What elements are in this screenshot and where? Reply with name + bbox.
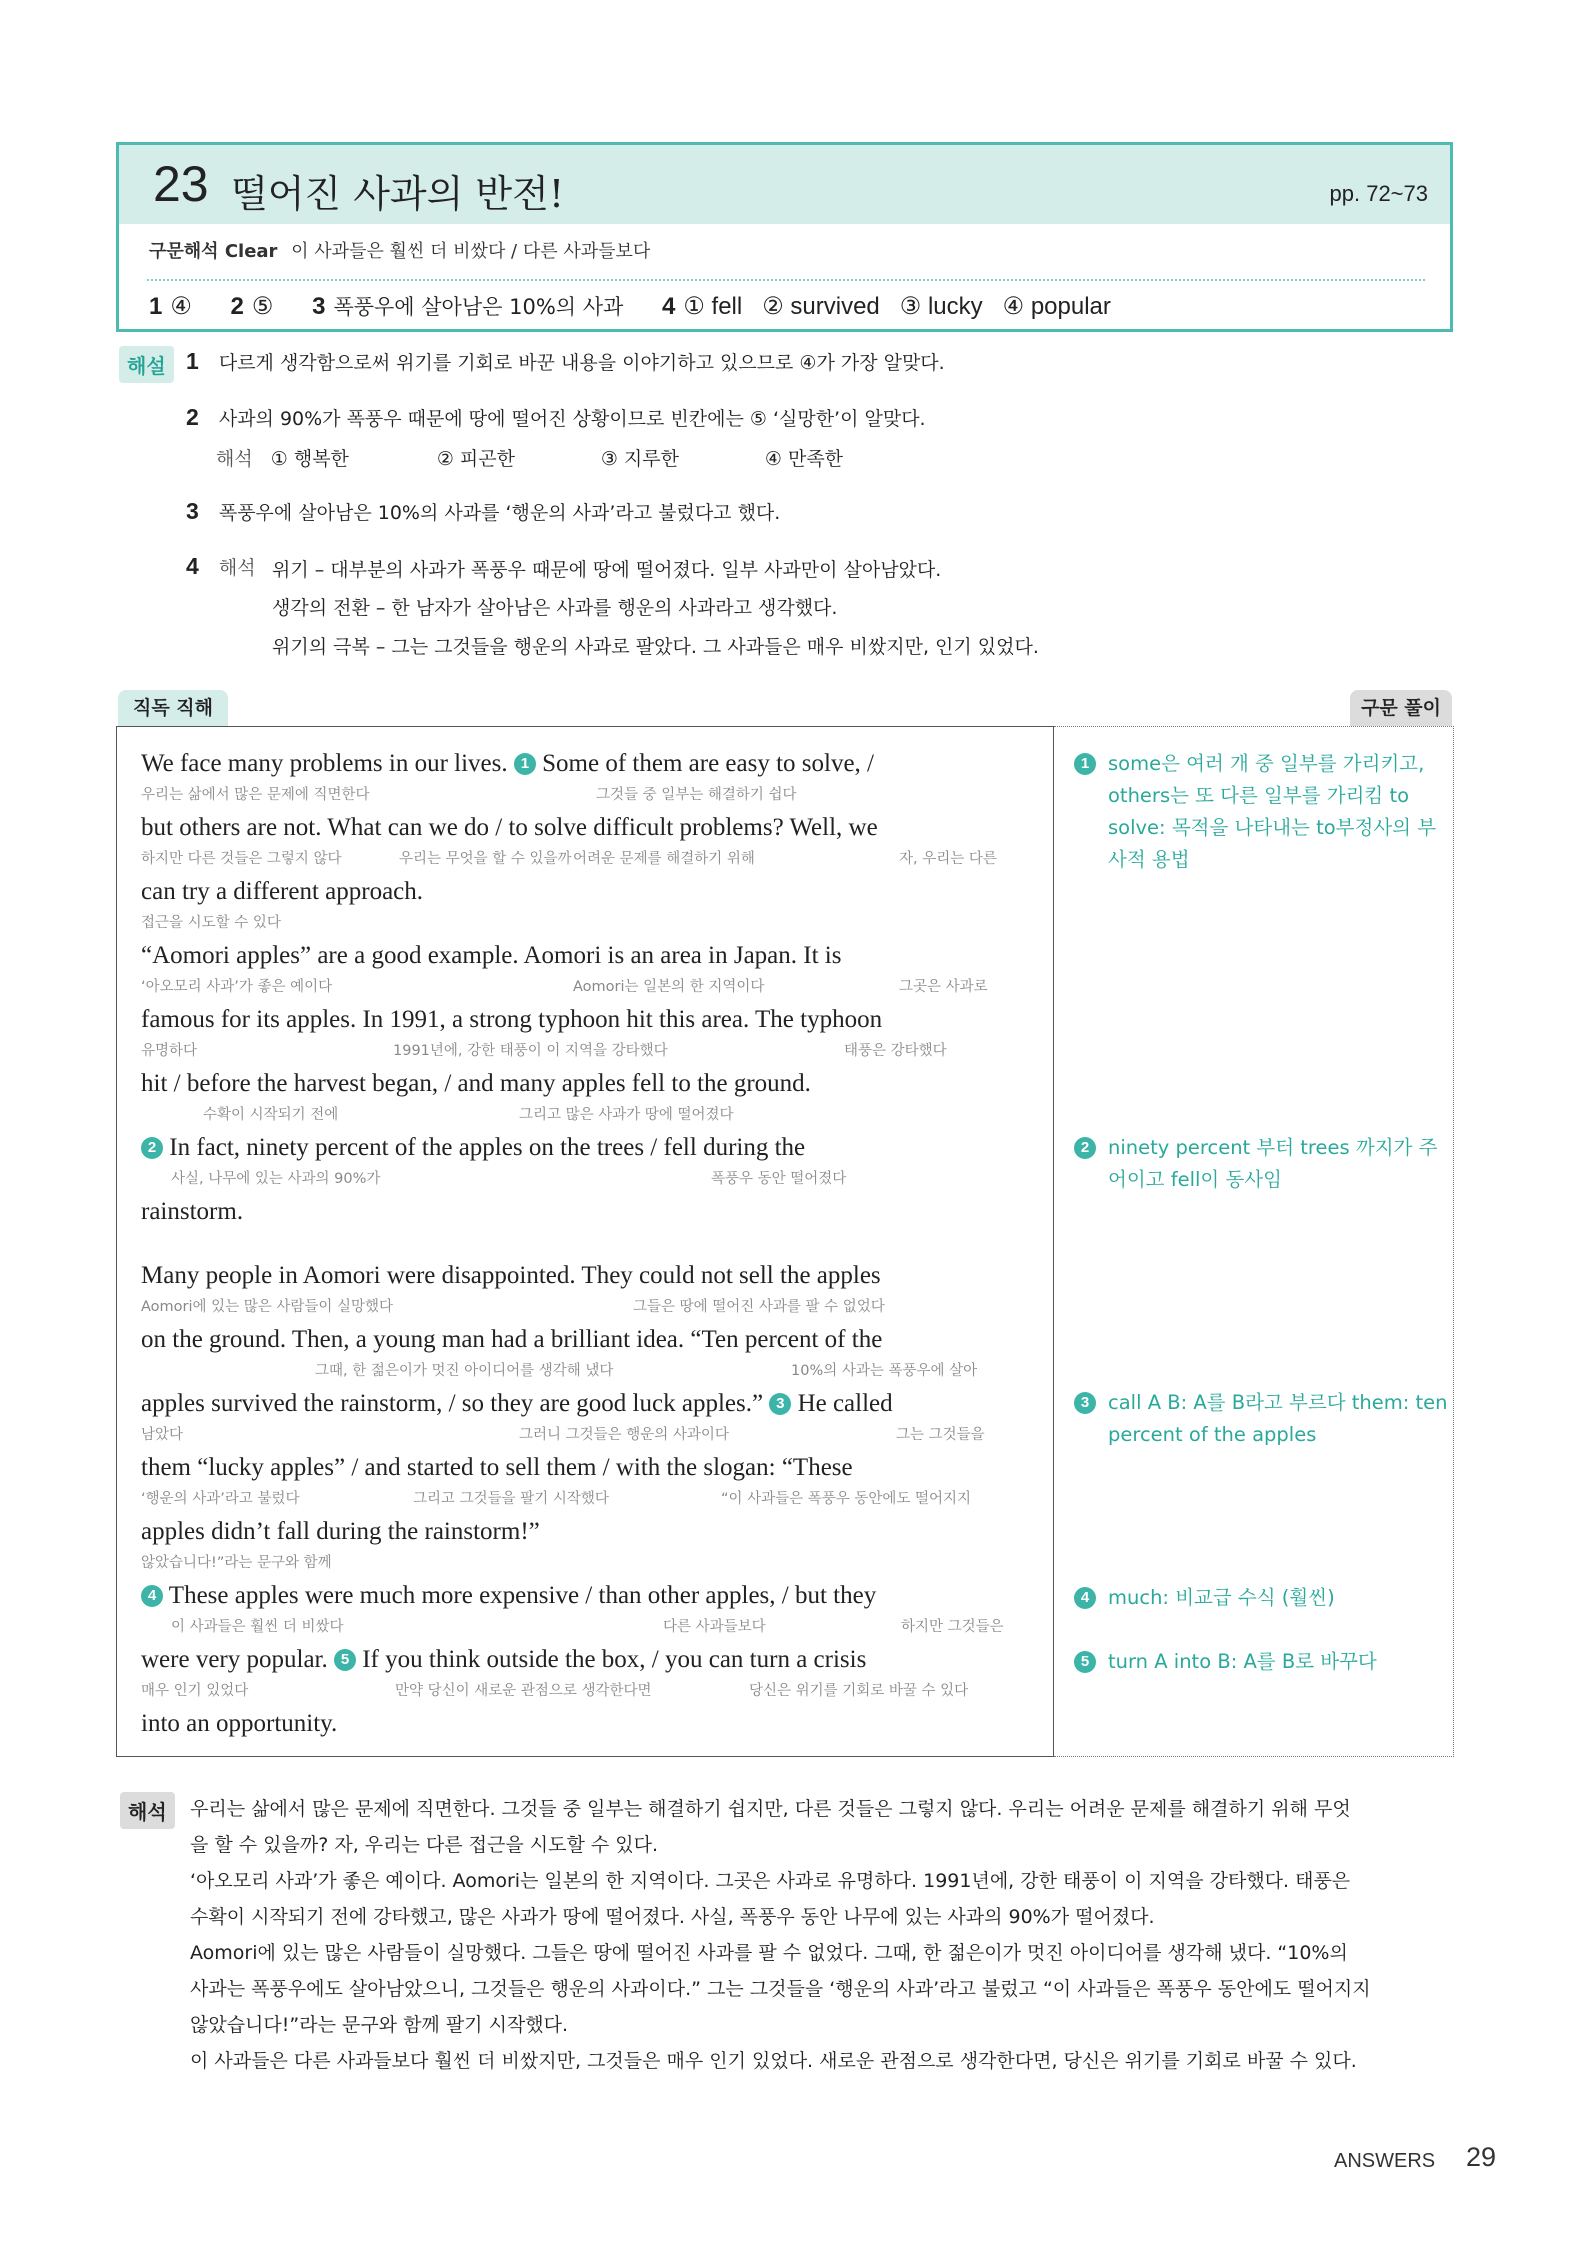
line-gloss: 접근을 시도할 수 있다: [141, 915, 281, 931]
reading-tab: [118, 690, 228, 726]
note-text: turn A into B: A를 B로 바꾸다: [1108, 1650, 1377, 1673]
question-number: 3: [186, 498, 199, 524]
reading-tab-label: 직독 직해: [132, 697, 214, 719]
q4-line: 생각의 전환 – 한 남자가 살아남은 사과를 행운의 사과라고 생각했다.: [272, 597, 838, 619]
line-gloss: Aomori는 일본의 한 지역이다: [573, 979, 765, 995]
question-text: 사과의 90%가 폭풍우 때문에 땅에 떨어진 상황이므로 빈칸에는 ⑤ ‘실망한’이 알맞다.: [218, 408, 926, 430]
passage-line: Many people in Aomori were disappointed. They could not sell the apples: [141, 1262, 881, 1289]
answer-text: ⑤: [251, 293, 274, 320]
line-gloss: 남았다: [141, 1427, 184, 1443]
passage-line: were very popular. 5 If you think outside the box, / you can turn a crisis: [141, 1646, 867, 1673]
line-gloss: 그때, 한 젊은이가 멋진 아이디어를 생각해 냈다: [315, 1363, 614, 1379]
translation-line: ‘아오모리 사과’가 좋은 예이다. Aomori는 일본의 한 지역이다. 그곳은 사과로 유명하다. 1991년에, 강한 태풍이 이 지역을 강타했다. 태풍은: [190, 1870, 1351, 1892]
passage-line: but others are not. What can we do / to solve difficult problems? Well, we: [141, 814, 878, 841]
passage-line: can try a different approach.: [141, 878, 424, 905]
question-3-explanation: [186, 498, 780, 525]
line-gloss: 않았습니다!”라는 문구와 함께: [141, 1555, 332, 1571]
line-gloss: 그리고 많은 사과가 땅에 떨어졌다: [519, 1107, 734, 1123]
passage-line: apples survived the rainstorm, / so they are good luck apples.” 3 He called: [141, 1390, 893, 1417]
line-gloss: 그들은 땅에 떨어진 사과를 팔 수 없었다: [633, 1299, 885, 1315]
line-gloss: 그러니 그것들은 행운의 사과이다: [519, 1427, 729, 1443]
note-marker: 2: [1074, 1137, 1096, 1159]
translation-badge: 해석: [120, 1792, 175, 1829]
note-marker: 1: [1074, 753, 1096, 775]
answer-num: 3: [312, 293, 326, 320]
passage-line: famous for its apples. In 1991, a strong typhoon hit this area. The typhoon: [141, 1006, 883, 1033]
line-gloss: 사실, 나무에 있는 사과의 90%가: [171, 1171, 381, 1187]
note-text: ninety percent 부터 trees 까지가 주어이고 fell이 동사임: [1108, 1136, 1438, 1191]
passage-line: 2 In fact, ninety percent of the apples on the trees / fell during the: [141, 1134, 805, 1162]
question-text: 폭풍우에 살아남은 10%의 사과를 ‘행운의 사과’라고 불렀다고 했다.: [218, 502, 781, 524]
note-item: [1080, 1646, 1448, 1678]
option: ④ 만족한: [764, 448, 844, 470]
notes-tab: [1350, 690, 1452, 726]
passage-line: “Aomori apples” are a good example. Aomori is an area in Japan. It is: [141, 942, 842, 969]
note-text: much: 비교급 수식 (훨씬): [1108, 1586, 1335, 1609]
title-bar: [119, 145, 1450, 224]
unit-header: [116, 142, 1453, 332]
passage-line: on the ground. Then, a young man had a brilliant idea. “Ten percent of the: [141, 1326, 883, 1353]
option: ③ 지루한: [600, 448, 679, 470]
note-marker: 5: [1074, 1651, 1096, 1673]
question-number: 1: [186, 348, 199, 374]
line-gloss: 그것들 중 일부는 해결하기 쉽다: [596, 787, 797, 803]
sentence-marker: 2: [141, 1137, 163, 1159]
q4-line: 위기 – 대부분의 사과가 폭풍우 때문에 땅에 떨어졌다. 일부 사과만이 살아남았다.: [272, 559, 942, 581]
line-gloss: 다른 사과들보다: [663, 1619, 766, 1635]
line-gloss: 만약 당신이 새로운 관점으로 생각한다면: [395, 1683, 652, 1699]
sentence-marker: 1: [514, 753, 536, 775]
question-number: 4: [186, 553, 199, 579]
line-gloss: 10%의 사과는 폭풍우에 살아: [791, 1363, 978, 1379]
page-number: 29: [1466, 2142, 1497, 2172]
clear-text: 이 사과들은 훨씬 더 비쌌다 / 다른 사과들보다: [291, 241, 651, 262]
note-text: some은 여러 개 중 일부를 가리키고, others는 또 다른 일부를 가리킴 to solve: 목적을 나타내는 to부정사의 부사적 용법: [1108, 752, 1437, 871]
answer-num: 4: [661, 293, 676, 320]
footer-label: ANSWERS: [1334, 2150, 1436, 2172]
passage-line: them “lucky apples” / and started to sell them / with the slogan: “These: [141, 1454, 853, 1481]
q4-line: 위기의 극복 – 그는 그것들을 행운의 사과로 팔았다. 그 사과들은 매우 비쌌지만, 인기 있었다.: [272, 636, 1039, 658]
passage-line: apples didn’t fall during the rainstorm!”: [141, 1518, 540, 1545]
answer-key: [149, 291, 1111, 321]
passage-line: We face many problems in our lives. 1 Some of them are easy to solve, /: [141, 750, 875, 777]
sentence-marker: 4: [141, 1585, 163, 1607]
line-gloss: “이 사과들은 폭풍우 동안에도 떨어지지: [721, 1491, 972, 1507]
passage-line: 4 These apples were much more expensive / than other apples, / but they: [141, 1582, 876, 1610]
line-gloss: 수확이 시작되기 전에: [203, 1107, 339, 1123]
line-gloss: 어려운 문제를 해결하기 위해: [573, 851, 755, 867]
answer-num: 2: [230, 293, 244, 320]
line-gloss: 매우 인기 있었다: [141, 1683, 249, 1699]
question-1-explanation: [186, 348, 945, 375]
unit-title: 떨어진 사과의 반전!: [231, 172, 565, 216]
clear-label: 구문해석 Clear: [149, 241, 278, 262]
translation-line: 이 사과들은 다른 사과들보다 훨씬 더 비쌌지만, 그것들은 매우 인기 있었다. 새로운 관점으로 생각한다면, 당신은 위기를 기회로 바꿀 수 있다.: [190, 2050, 1357, 2072]
notes-tab-label: 구문 풀이: [1360, 697, 1442, 719]
line-gloss: 하지만 다른 것들은 그렇지 않다: [141, 851, 342, 867]
question-number: 2: [186, 404, 199, 430]
line-gloss: Aomori에 있는 많은 사람들이 실망했다: [141, 1299, 394, 1315]
question-4-explanation: [186, 553, 256, 580]
unit-number: 23: [153, 156, 209, 212]
line-gloss: 태풍은 강타했다: [844, 1043, 947, 1059]
answer-text: ① fell ② survived ③ lucky ④ popular: [683, 293, 1111, 320]
passage-line: into an opportunity.: [141, 1710, 338, 1737]
line-gloss: 그곳은 사과로: [899, 979, 988, 995]
line-gloss: 당신은 위기를 기회로 바꿀 수 있다: [749, 1683, 969, 1699]
line-gloss: 그는 그것들을: [896, 1427, 985, 1443]
note-text: call A B: A를 B라고 부르다 them: ten percent of the apples: [1108, 1391, 1448, 1446]
line-gloss: 1991년에, 강한 태풍이 이 지역을 강타했다: [393, 1043, 668, 1059]
line-gloss: 그리고 그것들을 팔기 시작했다: [413, 1491, 609, 1507]
line-gloss: 우리는 무엇을 할 수 있을까: [399, 851, 572, 867]
option: ② 피곤한: [436, 448, 515, 470]
explanation-badge: 해설: [119, 346, 174, 383]
page-range: pp. 72~73: [1329, 181, 1428, 206]
note-item: [1080, 1387, 1448, 1451]
line-gloss: 이 사과들은 훨씬 더 비쌌다: [171, 1619, 344, 1635]
note-marker: 3: [1074, 1392, 1096, 1414]
passage-line: rainstorm.: [141, 1198, 244, 1225]
answer-num: 1: [149, 293, 163, 320]
sentence-marker: 5: [334, 1649, 356, 1671]
note-item: [1080, 748, 1448, 876]
question-2-options: [216, 444, 843, 471]
answer-text: ④: [170, 293, 192, 320]
translation-label: 해석: [218, 557, 256, 579]
option: ① 행복한: [270, 448, 349, 470]
translation-line: Aomori에 있는 많은 사람들이 실망했다. 그들은 땅에 떨어진 사과를 팔 수 없었다. 그때, 한 젊은이가 멋진 아이디어를 생각해 냈다. “10%의: [190, 1942, 1348, 1964]
question-2-explanation: [186, 404, 926, 431]
translation-line: 사과는 폭풍우에도 살아남았으니, 그것들은 행운의 사과이다.” 그는 그것들을 ‘행운의 사과’라고 불렀고 “이 사과들은 폭풍우 동안에도 떨어지지: [190, 1978, 1371, 2000]
structure-clear: [149, 237, 650, 263]
translation-line: 우리는 삶에서 많은 문제에 직면한다. 그것들 중 일부는 해결하기 쉽지만, 다른 것들은 그렇지 않다. 우리는 어려운 문제를 해결하기 위해 무엇: [190, 1798, 1351, 1820]
line-gloss: 유명하다: [141, 1043, 198, 1059]
note-marker: 4: [1074, 1587, 1096, 1609]
translation-line: 수확이 시작되기 전에 강타했고, 많은 사과가 땅에 떨어졌다. 사실, 폭풍우 동안 나무에 있는 사과의 90%가 떨어졌다.: [190, 1906, 1155, 1928]
translation-line: 을 할 수 있을까? 자, 우리는 다른 접근을 시도할 수 있다.: [190, 1834, 658, 1856]
line-gloss: 우리는 삶에서 많은 문제에 직면한다: [141, 787, 370, 803]
sentence-marker: 3: [769, 1393, 791, 1415]
dashed-divider: [147, 279, 1425, 281]
passage-line: hit / before the harvest began, / and many apples fell to the ground.: [141, 1070, 811, 1097]
note-item: [1080, 1132, 1448, 1196]
question-text: 다르게 생각함으로써 위기를 기회로 바꾼 내용을 이야기하고 있으므로 ④가 가장 알맞다.: [218, 352, 945, 374]
line-gloss: 하지만 그것들은: [901, 1619, 1004, 1635]
answer-text: 폭풍우에 살아남은 10%의 사과: [333, 295, 624, 319]
translation-line: 않았습니다!”라는 문구와 함께 팔기 시작했다.: [190, 2014, 569, 2036]
note-item: [1080, 1582, 1448, 1614]
line-gloss: ‘행운의 사과’라고 불렀다: [141, 1491, 300, 1507]
line-gloss: 자, 우리는 다른: [899, 851, 997, 867]
translation-label: 해석: [216, 448, 253, 470]
line-gloss: ‘아오모리 사과’가 좋은 예이다: [141, 979, 333, 995]
line-gloss: 폭풍우 동안 떨어졌다: [711, 1171, 847, 1187]
